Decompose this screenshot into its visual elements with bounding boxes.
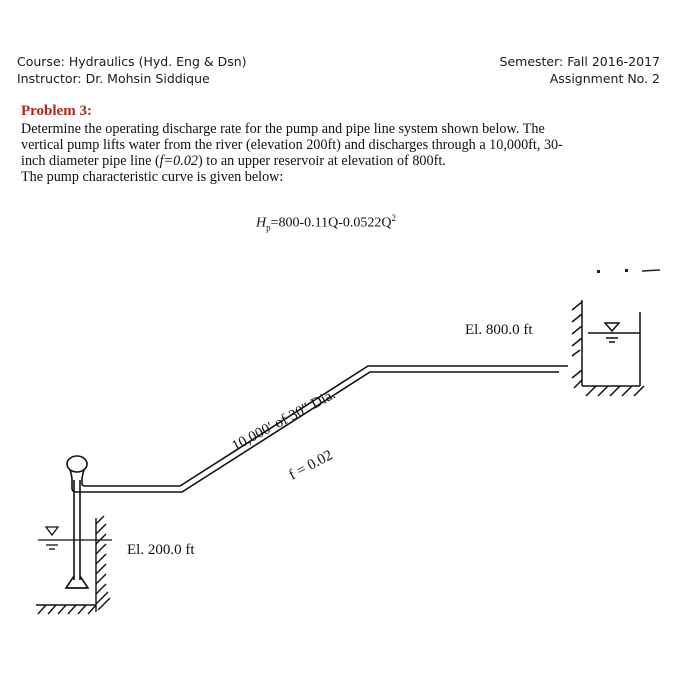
problem-line-1: Determine the operating discharge rate for the pump and pipe line system shown below. The — [21, 121, 545, 137]
river-bank — [36, 516, 110, 614]
equation-rhs: =800-0.11Q-0.0522Q — [270, 215, 392, 231]
course-label: Course: Hydraulics (Hyd. Eng & Dsn) — [17, 54, 247, 69]
instructor-label: Instructor: Dr. Mohsin Siddique — [17, 71, 210, 86]
problem-line-3-suffix: ) to an upper reservoir at elevation of 800ft. — [198, 153, 446, 169]
problem-line-2: vertical pump lifts water from the river (elevation 200ft) and discharges through a 10,000ft, 30- — [21, 137, 563, 153]
problem-line-4: The pump characteristic curve is given below: — [21, 169, 284, 185]
friction-label: f = 0.02 — [286, 447, 336, 484]
river-water-surface — [38, 527, 112, 549]
upper-elevation-label: El. 800.0 ft — [465, 322, 533, 338]
lower-elevation-label: El. 200.0 ft — [127, 542, 195, 558]
problem-title: Problem 3: — [21, 103, 92, 119]
friction-factor-inline: f=0.02 — [159, 153, 199, 169]
problem-line-3-prefix: inch diameter pipe line ( — [21, 153, 160, 169]
equation-lhs: H — [256, 215, 267, 231]
equation-rhs-sup: 2 — [391, 213, 397, 223]
pipe-size-label: 10,000′ of 30″ Dia. — [229, 386, 339, 455]
equation-lhs-sub: p — [266, 222, 271, 233]
scan-marks — [597, 269, 660, 273]
pump-assembly — [66, 456, 88, 588]
semester-label: Semester: Fall 2016-2017 — [499, 54, 660, 69]
pipeline — [72, 366, 568, 492]
assignment-label: Assignment No. 2 — [549, 71, 660, 86]
upper-reservoir — [572, 300, 644, 396]
